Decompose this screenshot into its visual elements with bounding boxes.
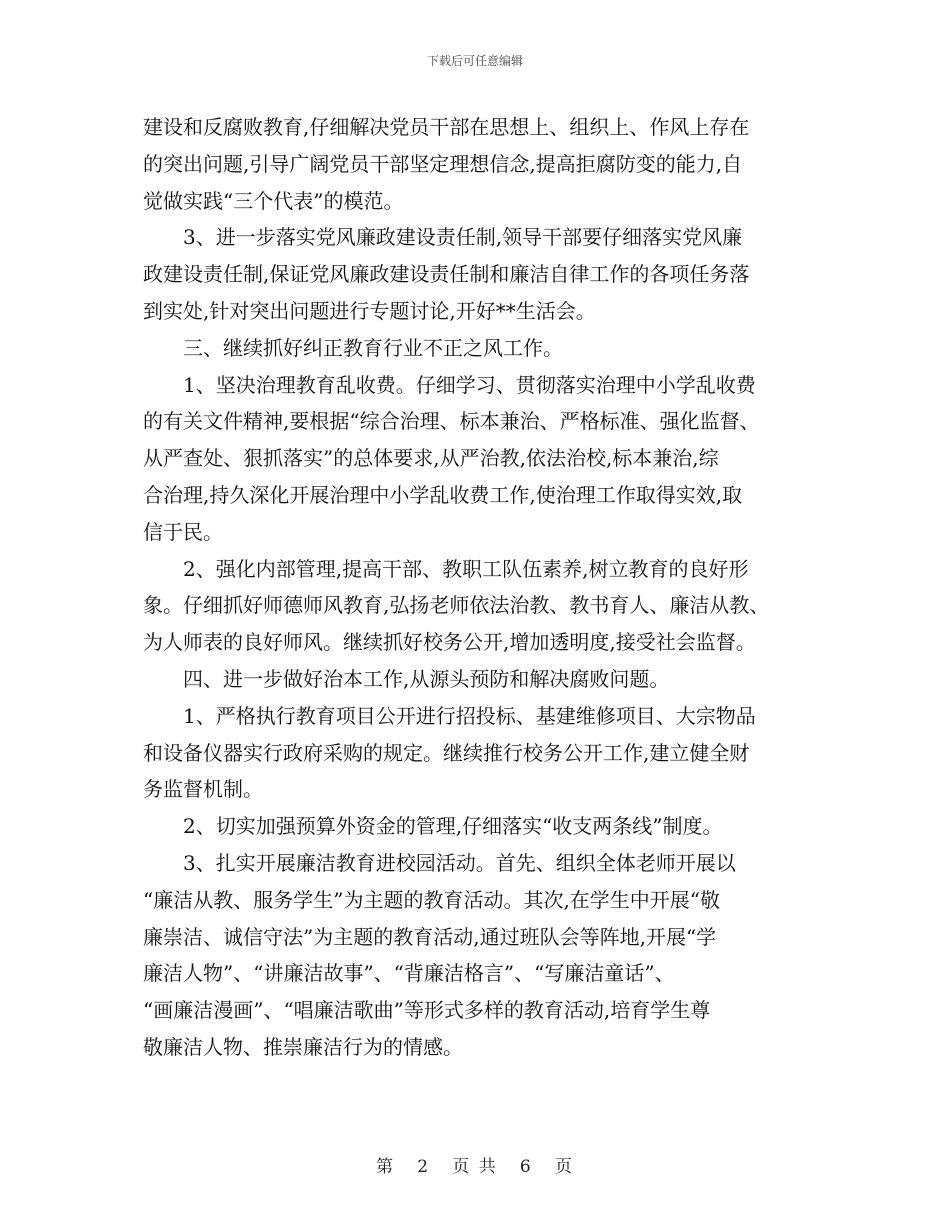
- footer-total-pages: 6: [519, 1157, 533, 1177]
- text-line: 象。仔细抓好师德师风教育,弘扬老师依法治教、教书育人、廉洁从教、: [143, 593, 770, 618]
- text-line: 合治理,持久深化开展治理中小学乱收费工作,使治理工作取得实效,取: [143, 482, 743, 507]
- text-line: 3、进一步落实党风廉政建设责任制,领导干部要仔细落实党风廉: [183, 225, 743, 250]
- text-line: 觉做实践“三个代表”的模范。: [143, 188, 404, 213]
- text-line: 3、扎实开展廉洁教育进校园活动。首先、组织全体老师开展以: [183, 850, 736, 875]
- footer-middle: 页 共: [452, 1157, 498, 1177]
- text-line: 的突出问题,引导广阔党员干部坚定理想信念,提高拒腐防变的能力,自: [143, 151, 743, 176]
- footer-suffix: 页: [554, 1157, 574, 1177]
- text-line: 三、继续抓好纠正教育行业不正之风工作。: [183, 335, 563, 360]
- text-line: 建设和反腐败教育,仔细解决党员干部在思想上、组织上、作风上存在: [143, 115, 750, 139]
- text-line: 敬廉洁人物、推崇廉洁行为的情感。: [143, 1034, 463, 1059]
- footer-page-number: 2: [417, 1157, 431, 1177]
- text-line: 到实处,针对突出问题进行专题讨论,开好**生活会。: [143, 298, 596, 323]
- text-line: 四、进一步做好治本工作,从源头预防和解决腐败问题。: [183, 666, 670, 691]
- text-line: “廉洁从教、服务学生”为主题的教育活动。其次,在学生中开展“敬: [143, 887, 721, 912]
- footer-prefix: 第: [376, 1157, 396, 1177]
- page-header: 下载后可任意编辑: [426, 54, 523, 68]
- text-line: 1、严格执行教育项目公开进行招投标、基建维修项目、大宗物品: [183, 703, 756, 728]
- text-line: 2、切实加强预算外资金的管理,仔细落实“收支两条线”制度。: [183, 814, 723, 839]
- document-body: [143, 109, 823, 1066]
- text-line: 1、坚决治理教育乱收费。仔细学习、贯彻落实治理中小学乱收费: [183, 372, 756, 397]
- page-footer: [0, 1152, 950, 1177]
- text-line: 廉洁人物”、“讲廉洁故事”、“背廉洁格言”、“写廉洁童话”、: [143, 961, 675, 986]
- text-line: 政建设责任制,保证党风廉政建设责任制和廉洁自律工作的各项任务落: [143, 262, 750, 287]
- text-line: 2、强化内部管理,提高干部、教职工队伍素养,树立教育的良好形: [183, 556, 749, 581]
- text-line: 务监督机制。: [143, 777, 263, 802]
- text-line: 廉崇洁、诚信守法”为主题的教育活动,通过班队会等阵地,开展“学: [143, 924, 717, 949]
- text-line: 从严查处、狠抓落实”的总体要求,从严治教,依法治校,标本兼治,综: [143, 446, 719, 471]
- text-line: 和设备仪器实行政府采购的规定。继续推行校务公开工作,建立健全财: [143, 740, 750, 765]
- text-line: “画廉洁漫画”、“唱廉洁歌曲”等形式多样的教育活动,培育学生尊: [143, 998, 711, 1023]
- text-line: 的有关文件精神,要根据“综合治理、标本兼治、严格标准、强化监督、: [143, 409, 760, 434]
- text-line: 为人师表的良好师风。继续抓好校务公开,增加透明度,接受社会监督。: [143, 630, 756, 655]
- text-line: 信于民。: [143, 519, 223, 544]
